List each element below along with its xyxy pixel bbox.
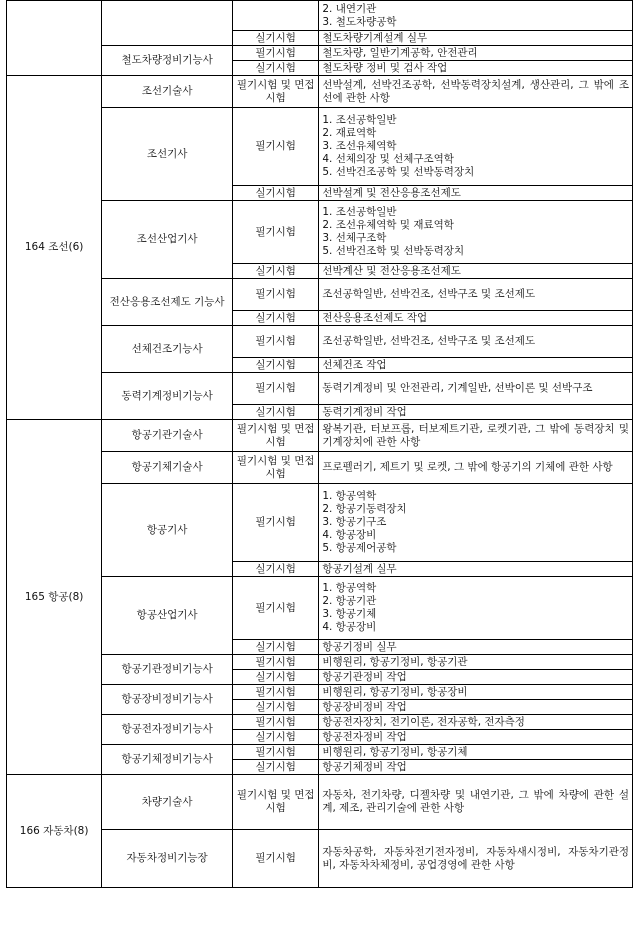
exam-subjects-cell: 프로펠러기, 제트기 및 로켓, 그 밖에 항공기의 기체에 관한 사항 (319, 452, 633, 484)
subject-item: 3. 철도차량공학 (322, 15, 397, 28)
exam-subjects-cell: 선박계산 및 전산응용조선제도 (319, 264, 633, 279)
exam-type-cell: 필기시험 (233, 326, 319, 358)
exam-type-cell: 필기시험 (233, 279, 319, 311)
subject-item: 3. 선체구조학 (322, 232, 387, 244)
subject-item: 4. 항공장비 (322, 621, 377, 633)
exam-subjects-cell: 비행원리, 항공기정비, 항공장비 (319, 685, 633, 700)
subject-item: 3. 조선유체역학 (322, 140, 397, 152)
exam-type-cell: 필기시험 (233, 577, 319, 640)
qualification-name-cell: 항공장비정비기능사 (102, 685, 233, 715)
exam-type-cell: 실기시험 (233, 562, 319, 577)
qualification-name-cell: 항공기사 (102, 484, 233, 577)
subject-item: 2. 항공기관 (322, 595, 377, 607)
exam-subjects-cell (319, 108, 633, 186)
exam-type-cell: 필기시험 (233, 201, 319, 264)
exam-subjects-cell: 자동차공학, 자동차전기전자정비, 자동차새시정비, 자동차기관정비, 자동차차체정비, 공업경영에 관한 사항 (319, 830, 633, 888)
exam-type-cell: 필기시험 (233, 715, 319, 730)
exam-subjects-cell (319, 201, 633, 264)
exam-subjects-cell: 조선공학일반, 선박건조, 선박구조 및 조선제도 (319, 326, 633, 358)
exam-type-cell: 실기시험 (233, 31, 319, 46)
table-row (7, 775, 633, 830)
exam-subjects-cell: 왕복기관, 터보프롭, 터보제트기관, 로켓기관, 그 밖에 동력장치 및 기계장치에 관한 사항 (319, 420, 633, 452)
exam-subjects-cell: 전산응용조선제도 작업 (319, 311, 633, 326)
exam-subjects-cell: 비행원리, 항공기정비, 항공기체 (319, 745, 633, 760)
subject-item: 1. 항공역학 (322, 582, 377, 594)
qualification-name-cell: 항공기체기술사 (102, 452, 233, 484)
exam-subjects-cell: 자동차, 전기차량, 디젤차량 및 내연기관, 그 밖에 차량에 관한 설계, 제조, 관리기술에 관한 사항 (319, 775, 633, 830)
subject-item: 5. 선박건조공학 및 선박동력장치 (322, 166, 475, 178)
exam-type-cell: 실기시험 (233, 640, 319, 655)
subject-item: 3. 항공기구조 (322, 516, 387, 528)
exam-type-cell: 필기시험 (233, 373, 319, 405)
subject-item: 3. 항공기체 (322, 608, 377, 620)
qualification-name-cell: 항공기체정비기능사 (102, 745, 233, 775)
exam-type-cell: 필기시험 (233, 745, 319, 760)
exam-type-cell: 실기시험 (233, 358, 319, 373)
exam-subjects-cell: 선박설계 및 전산응용조선제도 (319, 186, 633, 201)
exam-subjects-cell: 항공기정비 실무 (319, 640, 633, 655)
exam-subjects-cell: 선박설계, 선박건조공학, 선박동력장치설계, 생산관리, 그 밖에 조선에 관한 사항 (319, 76, 633, 108)
exam-subjects-cell: 동력기계정비 작업 (319, 405, 633, 420)
exam-subjects-cell (319, 484, 633, 562)
exam-type-cell: 실기시험 (233, 186, 319, 201)
exam-subjects-cell: 항공장비정비 작업 (319, 700, 633, 715)
exam-subjects-cell: 동력기계정비 및 안전관리, 기계일반, 선박이론 및 선박구조 (319, 373, 633, 405)
qualification-name-cell: 조선산업기사 (102, 201, 233, 279)
exam-subjects-cell: 철도차량 정비 및 검사 작업 (319, 61, 633, 76)
subject-item: 1. 항공역학 (322, 490, 377, 502)
field-cell: 166 자동차(8) (7, 775, 102, 888)
qualification-name-cell: 동력기계정비기능사 (102, 373, 233, 420)
exam-type-cell: 필기시험 (233, 108, 319, 186)
qualification-name-cell: 전산응용조선제도 기능사 (102, 279, 233, 326)
qualification-table (6, 0, 633, 888)
exam-subjects-cell: 철도차량기계설계 실무 (319, 31, 633, 46)
exam-type-cell: 필기시험 (233, 484, 319, 562)
qualification-name-cell: 항공기관정비기능사 (102, 655, 233, 685)
exam-subjects-cell: 철도차량, 일반기계공학, 안전관리 (319, 46, 633, 61)
exam-subjects-cell: 조선공학일반, 선박건조, 선박구조 및 조선제도 (319, 279, 633, 311)
qualification-name-cell (102, 1, 233, 46)
exam-subjects-cell (319, 1, 633, 31)
field-cell: 165 항공(8) (7, 420, 102, 775)
exam-subjects-cell: 항공기체정비 작업 (319, 760, 633, 775)
exam-type-cell: 실기시험 (233, 730, 319, 745)
subject-item: 1. 조선공학일반 (322, 114, 397, 126)
subject-item: 4. 선체의장 및 선체구조역학 (322, 153, 454, 165)
field-cell (7, 1, 102, 76)
exam-type-cell: 필기시험 (233, 655, 319, 670)
table-row (7, 1, 633, 31)
exam-type-cell: 실기시험 (233, 264, 319, 279)
exam-subjects-cell (319, 577, 633, 640)
table-row (7, 76, 633, 108)
subject-item: 2. 내연기관 (322, 2, 377, 15)
exam-type-cell: 실기시험 (233, 700, 319, 715)
exam-type-cell: 실기시험 (233, 61, 319, 76)
qualification-name-cell: 조선기사 (102, 108, 233, 201)
table-row (7, 420, 633, 452)
exam-type-cell: 필기시험 (233, 685, 319, 700)
exam-type-cell: 필기시험 (233, 830, 319, 888)
qualification-name-cell: 차량기술사 (102, 775, 233, 830)
subject-item: 4. 항공장비 (322, 529, 377, 541)
qualification-name-cell: 항공산업기사 (102, 577, 233, 655)
exam-type-cell: 필기시험 및 면접시험 (233, 775, 319, 830)
exam-type-cell: 필기시험 및 면접시험 (233, 76, 319, 108)
exam-type-cell: 실기시험 (233, 405, 319, 420)
exam-type-cell: 필기시험 (233, 46, 319, 61)
exam-type-cell: 실기시험 (233, 311, 319, 326)
qualification-name-cell: 항공전자정비기능사 (102, 715, 233, 745)
exam-subjects-cell: 항공전자장치, 전기이론, 전자공학, 전자측정 (319, 715, 633, 730)
subject-item: 2. 조선유체역학 및 재료역학 (322, 219, 454, 231)
exam-subjects-cell: 항공기관정비 작업 (319, 670, 633, 685)
subject-item: 1. 조선공학일반 (322, 206, 397, 218)
qualification-name-cell: 철도차량정비기능사 (102, 46, 233, 76)
subject-item: 2. 재료역학 (322, 127, 377, 139)
subject-item: 5. 선박건조학 및 선박동력장치 (322, 245, 465, 257)
exam-type-cell: 실기시험 (233, 760, 319, 775)
exam-subjects-cell: 선체건조 작업 (319, 358, 633, 373)
exam-subjects-cell: 항공기설계 실무 (319, 562, 633, 577)
exam-type-cell (233, 1, 319, 31)
exam-subjects-cell: 비행원리, 항공기정비, 항공기관 (319, 655, 633, 670)
exam-type-cell: 실기시험 (233, 670, 319, 685)
qualification-name-cell: 조선기술사 (102, 76, 233, 108)
exam-subjects-cell: 항공전자정비 작업 (319, 730, 633, 745)
qualification-name-cell: 자동차정비기능장 (102, 830, 233, 888)
subject-item: 2. 항공기동력장치 (322, 503, 407, 515)
field-cell: 164 조선(6) (7, 76, 102, 420)
qualification-name-cell: 선체건조기능사 (102, 326, 233, 373)
subject-item: 5. 항공제어공학 (322, 542, 397, 554)
qualification-name-cell: 항공기관기술사 (102, 420, 233, 452)
exam-type-cell: 필기시험 및 면접시험 (233, 420, 319, 452)
qualification-table-wrapper (6, 0, 633, 888)
exam-type-cell: 필기시험 및 면접시험 (233, 452, 319, 484)
